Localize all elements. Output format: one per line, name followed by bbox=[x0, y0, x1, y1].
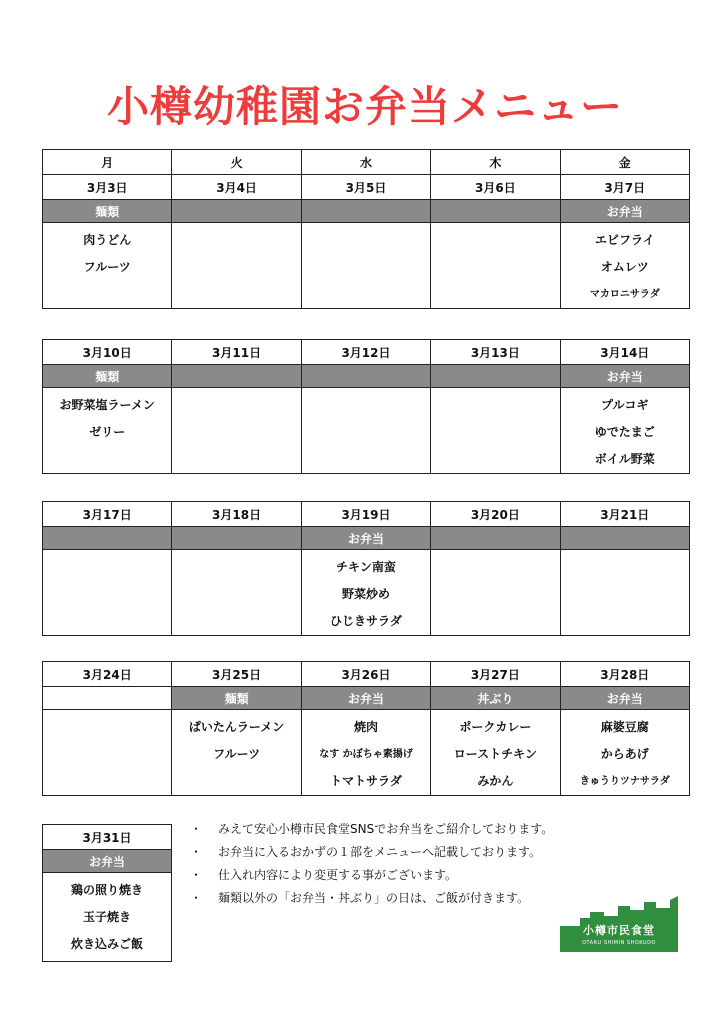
weekday-header: 火 bbox=[172, 150, 301, 175]
menu-week-3 bbox=[42, 501, 690, 636]
category-cell: 麺類 bbox=[43, 200, 172, 223]
bullet: ・ bbox=[190, 891, 203, 905]
menu-item: ボイル野菜 bbox=[594, 452, 655, 466]
menu-items-cell bbox=[560, 710, 689, 796]
date-cell: 3月10日 bbox=[43, 340, 172, 365]
category-cell: お弁当 bbox=[560, 365, 689, 388]
menu-item: 焼肉 bbox=[353, 720, 378, 734]
menu-items-cell bbox=[431, 223, 560, 309]
date-cell: 3月13日 bbox=[431, 340, 560, 365]
menu-item: ゆでたまご bbox=[594, 425, 655, 439]
category-cell: 麺類 bbox=[43, 365, 172, 388]
menu-week-1 bbox=[42, 149, 690, 309]
note-item bbox=[190, 841, 650, 864]
category-cell: お弁当 bbox=[560, 200, 689, 223]
menu-items-cell bbox=[560, 388, 689, 474]
date-cell: 3月20日 bbox=[431, 502, 560, 527]
menu-items-cell bbox=[43, 710, 172, 796]
category-cell bbox=[172, 365, 301, 388]
menu-items-cell bbox=[43, 550, 172, 636]
menu-item: みかん bbox=[477, 774, 514, 788]
date-cell: 3月5日 bbox=[301, 175, 430, 200]
menu-items-cell bbox=[301, 710, 430, 796]
menu-items-cell bbox=[301, 550, 430, 636]
menu-item: 肉うどん bbox=[83, 233, 132, 247]
category-cell bbox=[431, 527, 560, 550]
menu-item: ひじきサラダ bbox=[330, 614, 402, 628]
menu-week-2 bbox=[42, 339, 690, 474]
bullet: ・ bbox=[190, 822, 203, 836]
category-cell bbox=[172, 200, 301, 223]
menu-items-cell bbox=[43, 873, 172, 962]
menu-items-cell bbox=[43, 223, 172, 309]
menu-item: プルコギ bbox=[601, 398, 649, 412]
menu-items-cell bbox=[43, 388, 172, 474]
menu-item: なす かぼちゃ素揚げ bbox=[319, 749, 413, 760]
date-cell: 3月7日 bbox=[560, 175, 689, 200]
menu-item: 麻婆豆腐 bbox=[600, 720, 649, 734]
menu-items-cell bbox=[301, 223, 430, 309]
menu-item: ぱいたんラーメン bbox=[188, 720, 285, 734]
menu-item: からあげ bbox=[600, 747, 649, 761]
date-cell: 3月19日 bbox=[301, 502, 430, 527]
menu-items-cell bbox=[431, 388, 560, 474]
date-cell: 3月21日 bbox=[560, 502, 689, 527]
menu-item: お野菜塩ラーメン bbox=[59, 398, 155, 412]
category-cell bbox=[43, 527, 172, 550]
menu-items-cell bbox=[431, 710, 560, 796]
menu-item: 炊き込みご飯 bbox=[70, 937, 143, 951]
category-cell bbox=[431, 200, 560, 223]
menu-item: フルーツ bbox=[83, 260, 131, 274]
date-cell: 3月24日 bbox=[43, 662, 172, 687]
menu-items-cell bbox=[560, 223, 689, 309]
menu-item: マカロニサラダ bbox=[589, 289, 660, 300]
menu-items-cell bbox=[431, 550, 560, 636]
date-cell: 3月18日 bbox=[172, 502, 301, 527]
menu-item: チキン南蛮 bbox=[336, 560, 396, 574]
date-cell: 3月31日 bbox=[43, 825, 172, 850]
menu-item: ポークカレー bbox=[459, 720, 532, 734]
category-cell: お弁当 bbox=[301, 527, 430, 550]
logo-name: 小樽市民食堂 bbox=[583, 924, 655, 937]
page-title: 小樽幼稚園お弁当メニュー bbox=[106, 82, 623, 131]
weekday-header: 木 bbox=[431, 150, 560, 175]
menu-items-cell bbox=[172, 388, 301, 474]
menu-item: 野菜炒め bbox=[341, 587, 390, 601]
weekday-header: 金 bbox=[560, 150, 689, 175]
menu-item: トマトサラダ bbox=[330, 774, 402, 788]
category-cell: 麺類 bbox=[172, 687, 301, 710]
weekday-header: 月 bbox=[43, 150, 172, 175]
weekday-header: 水 bbox=[301, 150, 430, 175]
date-cell: 3月25日 bbox=[172, 662, 301, 687]
menu-item: 鶏の照り焼き bbox=[70, 883, 143, 897]
menu-item: 玉子焼き bbox=[82, 910, 131, 924]
bullet: ・ bbox=[190, 845, 203, 859]
date-cell: 3月27日 bbox=[431, 662, 560, 687]
menu-items-cell bbox=[560, 550, 689, 636]
menu-item: フルーツ bbox=[213, 747, 261, 761]
menu-item: ローストチキン bbox=[453, 747, 537, 761]
category-cell bbox=[301, 365, 430, 388]
menu-week-4 bbox=[42, 661, 690, 796]
category-cell bbox=[431, 365, 560, 388]
category-cell bbox=[43, 687, 172, 710]
menu-items-cell bbox=[301, 388, 430, 474]
category-cell bbox=[301, 200, 430, 223]
note-text: みえて安心小樽市民食堂SNSでお弁当をご紹介しております。 bbox=[218, 822, 554, 836]
category-cell: お弁当 bbox=[560, 687, 689, 710]
menu-items-cell bbox=[172, 710, 301, 796]
date-cell: 3月6日 bbox=[431, 175, 560, 200]
note-text: 仕入れ内容により変更する事がございます。 bbox=[218, 868, 458, 882]
date-cell: 3月4日 bbox=[172, 175, 301, 200]
menu-items-cell bbox=[172, 223, 301, 309]
category-cell: お弁当 bbox=[43, 850, 172, 873]
category-cell bbox=[560, 527, 689, 550]
menu-extra-day bbox=[42, 824, 172, 962]
date-cell: 3月14日 bbox=[560, 340, 689, 365]
category-cell: 丼ぶり bbox=[431, 687, 560, 710]
date-cell: 3月26日 bbox=[301, 662, 430, 687]
menu-item: きゅうりツナサラダ bbox=[579, 776, 670, 787]
menu-item: ゼリー bbox=[89, 425, 126, 439]
bullet: ・ bbox=[190, 868, 203, 882]
menu-item: オムレツ bbox=[600, 260, 649, 274]
date-cell: 3月12日 bbox=[301, 340, 430, 365]
category-cell: お弁当 bbox=[301, 687, 430, 710]
category-cell bbox=[172, 527, 301, 550]
note-text: お弁当に入るおかずの１部をメニューへ記載しております。 bbox=[218, 845, 542, 859]
date-cell: 3月28日 bbox=[560, 662, 689, 687]
logo-subtitle: OTARU SHIMIN SHOKUDO bbox=[582, 940, 656, 946]
menu-item: エビフライ bbox=[594, 233, 655, 247]
note-text: 麺類以外の「お弁当・丼ぶり」の日は、ご飯が付きます。 bbox=[218, 891, 530, 905]
date-cell: 3月17日 bbox=[43, 502, 172, 527]
note-item bbox=[190, 864, 650, 887]
date-cell: 3月3日 bbox=[43, 175, 172, 200]
date-cell: 3月11日 bbox=[172, 340, 301, 365]
note-item bbox=[190, 818, 650, 841]
menu-items-cell bbox=[172, 550, 301, 636]
